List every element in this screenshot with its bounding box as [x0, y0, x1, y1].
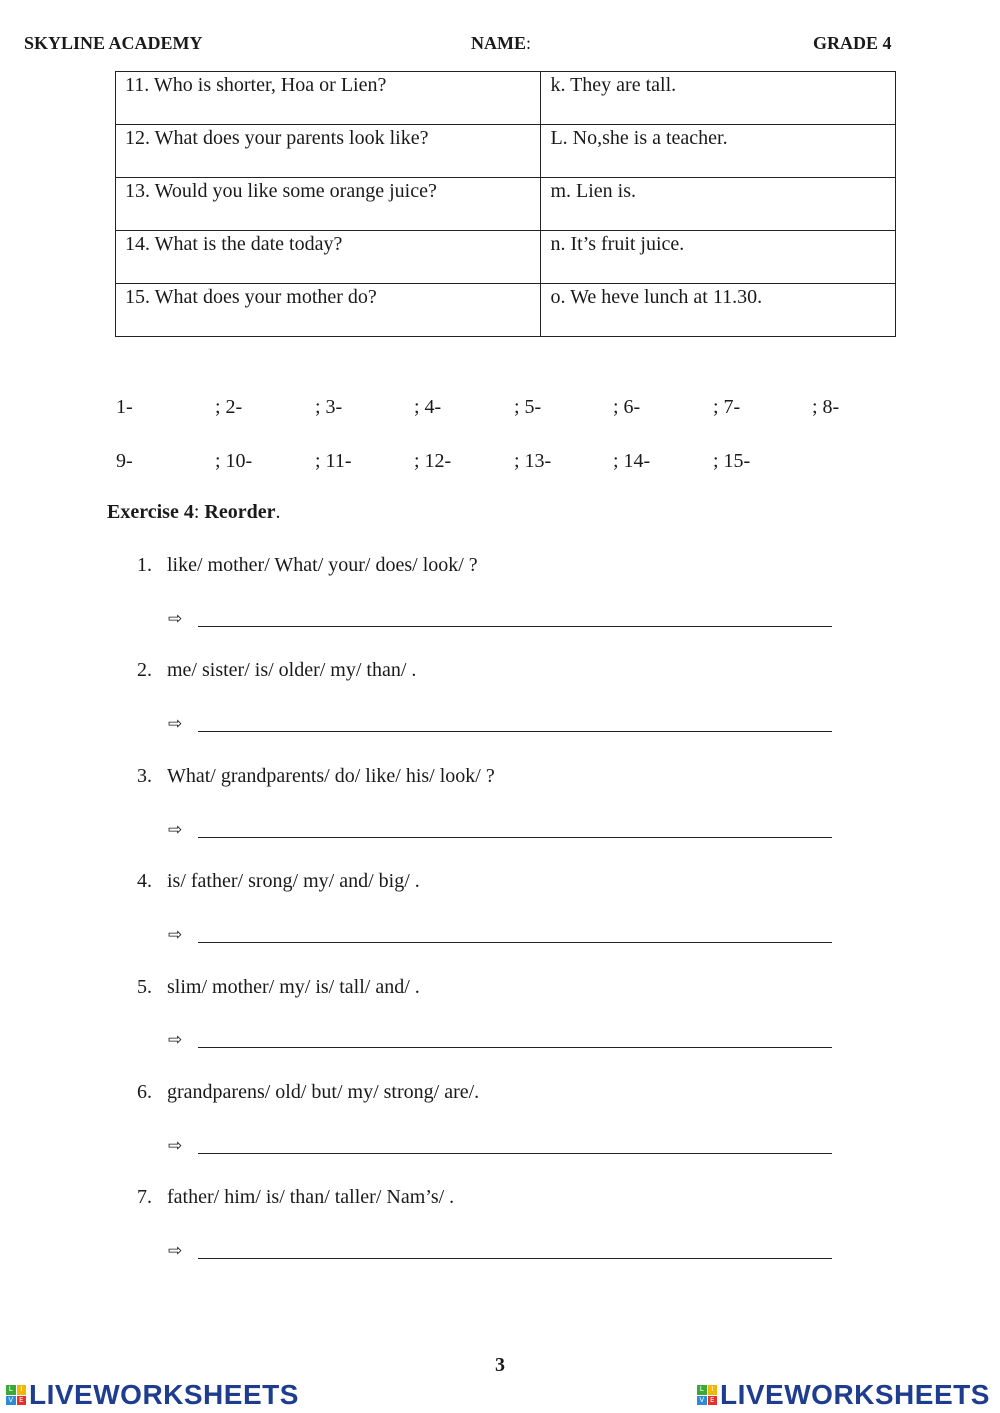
item-number: 1.: [137, 554, 152, 576]
exercise-title: Reorder: [204, 501, 276, 523]
question-cell: 11. Who is shorter, Hoa or Lien?: [116, 72, 541, 125]
name-field-label: [471, 33, 531, 54]
answer-line[interactable]: [168, 608, 832, 632]
liveworksheets-logo-icon: [697, 1385, 717, 1405]
answer-cell: m. Lien is.: [541, 178, 896, 231]
answer-input-line[interactable]: [198, 837, 832, 838]
answer-cell: k. They are tall.: [541, 72, 896, 125]
name-label-text: NAME: [471, 33, 526, 53]
item-text: What/ grandparents/ do/ like/ his/ look/ ?: [167, 765, 495, 787]
answer-input-line[interactable]: [198, 942, 832, 943]
answer-input-line[interactable]: [198, 1047, 832, 1048]
item-number: 5.: [137, 976, 152, 998]
logo-text: LIVEWORKSHEETS: [720, 1379, 990, 1410]
question-cell: 12. What does your parents look like?: [116, 125, 541, 178]
table-row: [116, 72, 896, 125]
reorder-item: [137, 976, 420, 999]
answer-slot[interactable]: ; 8-: [812, 396, 840, 418]
logo-mark-letter: I: [708, 1385, 718, 1395]
item-number: 6.: [137, 1081, 152, 1103]
answer-line[interactable]: [168, 1029, 832, 1053]
item-text: father/ him/ is/ than/ taller/ Nam’s/ .: [167, 1186, 455, 1208]
item-text: grandparens/ old/ but/ my/ strong/ are/.: [167, 1081, 480, 1103]
liveworksheets-logo-icon: [6, 1385, 26, 1405]
answer-slot[interactable]: ; 10-: [215, 450, 253, 472]
answer-cell: o. We heve lunch at 11.30.: [541, 284, 896, 337]
reorder-item: [137, 870, 420, 893]
matching-table: [115, 71, 896, 337]
item-text: is/ father/ srong/ my/ and/ big/ .: [167, 870, 420, 892]
arrow-right-icon: ⇨: [168, 820, 183, 840]
answer-slot[interactable]: 9-: [116, 450, 133, 472]
logo-mark-letter: E: [708, 1396, 718, 1406]
answer-input-line[interactable]: [198, 1258, 832, 1259]
page-number: 3: [495, 1354, 505, 1376]
exercise-separator: :: [193, 501, 200, 523]
grade-label: GRADE 4: [813, 33, 892, 53]
item-text: slim/ mother/ my/ is/ tall/ and/ .: [167, 976, 420, 998]
logo-mark-letter: V: [6, 1396, 16, 1406]
question-cell: 13. Would you like some orange juice?: [116, 178, 541, 231]
answer-input-line[interactable]: [198, 731, 832, 732]
name-colon: :: [526, 33, 532, 53]
exercise-end: .: [275, 501, 281, 523]
question-cell: 15. What does your mother do?: [116, 284, 541, 337]
answer-slot[interactable]: ; 15-: [713, 450, 751, 472]
table-row: [116, 125, 896, 178]
answer-slot[interactable]: ; 3-: [315, 396, 343, 418]
logo-mark-letter: L: [697, 1385, 707, 1395]
arrow-right-icon: ⇨: [168, 1030, 183, 1050]
arrow-right-icon: ⇨: [168, 609, 183, 629]
reorder-item: [137, 659, 416, 682]
table-row: [116, 178, 896, 231]
arrow-right-icon: ⇨: [168, 925, 183, 945]
arrow-right-icon: ⇨: [168, 1241, 183, 1261]
reorder-item: [137, 1081, 479, 1104]
item-number: 7.: [137, 1186, 152, 1208]
answer-cell: L. No,she is a teacher.: [541, 125, 896, 178]
answer-slot[interactable]: ; 6-: [613, 396, 641, 418]
answer-slot[interactable]: ; 12-: [414, 450, 452, 472]
arrow-right-icon: ⇨: [168, 1136, 183, 1156]
logo-mark-letter: E: [17, 1396, 27, 1406]
reorder-item: [137, 1186, 454, 1209]
answer-slot[interactable]: ; 2-: [215, 396, 243, 418]
liveworksheets-logo-right: [697, 1381, 990, 1409]
answer-line[interactable]: [168, 1240, 832, 1264]
logo-mark-letter: I: [17, 1385, 27, 1395]
answer-line[interactable]: [168, 713, 832, 737]
answer-line[interactable]: [168, 1135, 832, 1159]
arrow-right-icon: ⇨: [168, 714, 183, 734]
logo-text: LIVEWORKSHEETS: [29, 1379, 299, 1410]
answer-line[interactable]: [168, 819, 832, 843]
reorder-item: [137, 765, 495, 788]
answer-slot[interactable]: ; 5-: [514, 396, 542, 418]
item-number: 4.: [137, 870, 152, 892]
answer-cell: n. It’s fruit juice.: [541, 231, 896, 284]
exercise-4-heading: [107, 501, 280, 524]
answer-slot[interactable]: ; 11-: [315, 450, 352, 472]
school-name: SKYLINE ACADEMY: [24, 33, 203, 53]
item-number: 3.: [137, 765, 152, 787]
answer-slot[interactable]: 1-: [116, 396, 133, 418]
reorder-item: [137, 554, 478, 577]
item-text: me/ sister/ is/ older/ my/ than/ .: [167, 659, 417, 681]
table-row: [116, 231, 896, 284]
answer-input-line[interactable]: [198, 626, 832, 627]
exercise-label: Exercise 4: [107, 501, 194, 523]
logo-mark-letter: V: [697, 1396, 707, 1406]
answer-slot[interactable]: ; 7-: [713, 396, 741, 418]
question-cell: 14. What is the date today?: [116, 231, 541, 284]
answer-slot[interactable]: ; 4-: [414, 396, 442, 418]
item-text: like/ mother/ What/ your/ does/ look/ ?: [167, 554, 478, 576]
page-header: [0, 33, 1000, 57]
table-row: [116, 284, 896, 337]
answer-slot[interactable]: ; 13-: [514, 450, 552, 472]
logo-mark-letter: L: [6, 1385, 16, 1395]
answer-slot[interactable]: ; 14-: [613, 450, 651, 472]
answer-input-line[interactable]: [198, 1153, 832, 1154]
item-number: 2.: [137, 659, 152, 681]
answer-line[interactable]: [168, 924, 832, 948]
liveworksheets-logo-left: [6, 1381, 299, 1409]
